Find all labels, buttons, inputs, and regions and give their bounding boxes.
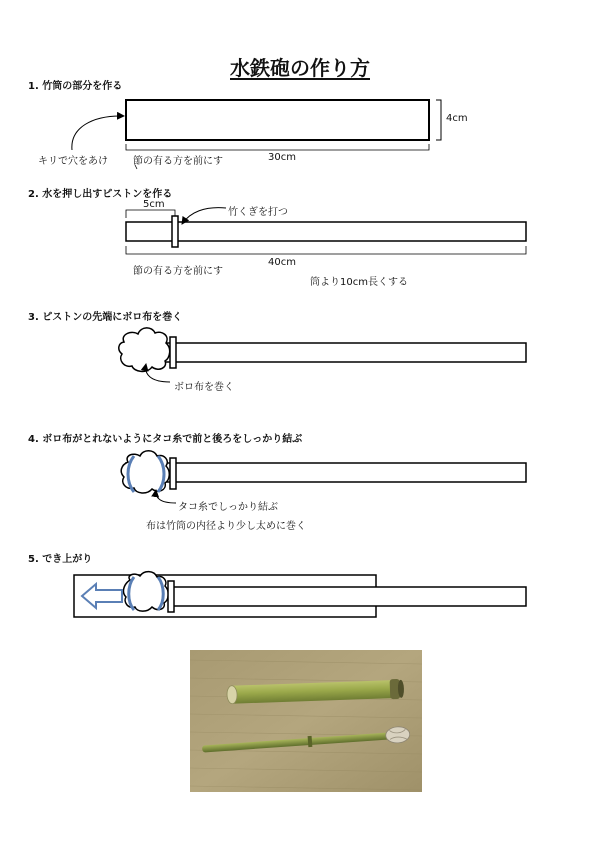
- step1-drill-label: キリで穴をあけ: [38, 156, 108, 167]
- step1-length-line: [126, 144, 429, 150]
- step2-bamboo-nail-label: 竹くぎを打つ: [228, 207, 288, 218]
- step3-piston-stopper: [170, 337, 176, 368]
- step2-length-line: [126, 246, 526, 254]
- step1-bamboo-tube: [126, 100, 429, 140]
- step3-cloth: [119, 328, 170, 372]
- step1-drill-arrow: [72, 116, 124, 150]
- step2-piston-rod: [126, 222, 526, 241]
- step2-heading: 2. 水を押し出すピストンを作る: [28, 189, 173, 200]
- step1-node-front-label: 節の有る方を前にす: [133, 156, 223, 167]
- page-title: 水鉄砲の作り方: [230, 56, 370, 80]
- step2-tip-length-label: 5cm: [143, 199, 165, 210]
- step5-piston-rod: [170, 587, 526, 606]
- step4-piston-stopper: [170, 458, 176, 489]
- step1-heading: 1. 竹筒の部分を作る: [28, 81, 123, 92]
- step2-tip-length-line: [126, 210, 175, 218]
- step4-tie-label: タコ糸でしっかり結ぶ: [178, 502, 278, 513]
- step1-node-mark: [135, 165, 137, 169]
- step2-longer-label: 筒より10cm長くする: [310, 277, 408, 288]
- step2-node-front-label: 節の有る方を前にす: [133, 266, 223, 277]
- step5-piston-stopper: [168, 581, 174, 612]
- finished-water-gun-photo: [190, 650, 422, 792]
- step2-length-label: 40cm: [268, 257, 296, 268]
- step1-diameter-label: 4cm: [446, 113, 468, 124]
- step4-piston-rod: [126, 463, 526, 482]
- step1-diameter-bracket: [436, 100, 441, 140]
- step5-heading: 5. でき上がり: [28, 554, 93, 565]
- step3-piston-rod: [126, 343, 526, 362]
- step3-heading: 3. ピストンの先端にボロ布を巻く: [28, 312, 183, 323]
- step4-wrap-note-label: 布は竹筒の内径より少し太めに巻く: [146, 521, 306, 532]
- step2-piston-stopper: [172, 216, 178, 247]
- step4-heading: 4. ボロ布がとれないようにタコ糸で前と後ろをしっかり結ぶ: [28, 434, 303, 445]
- step3-cloth-label: ボロ布を巻く: [174, 382, 234, 393]
- step1-length-label: 30cm: [268, 152, 296, 163]
